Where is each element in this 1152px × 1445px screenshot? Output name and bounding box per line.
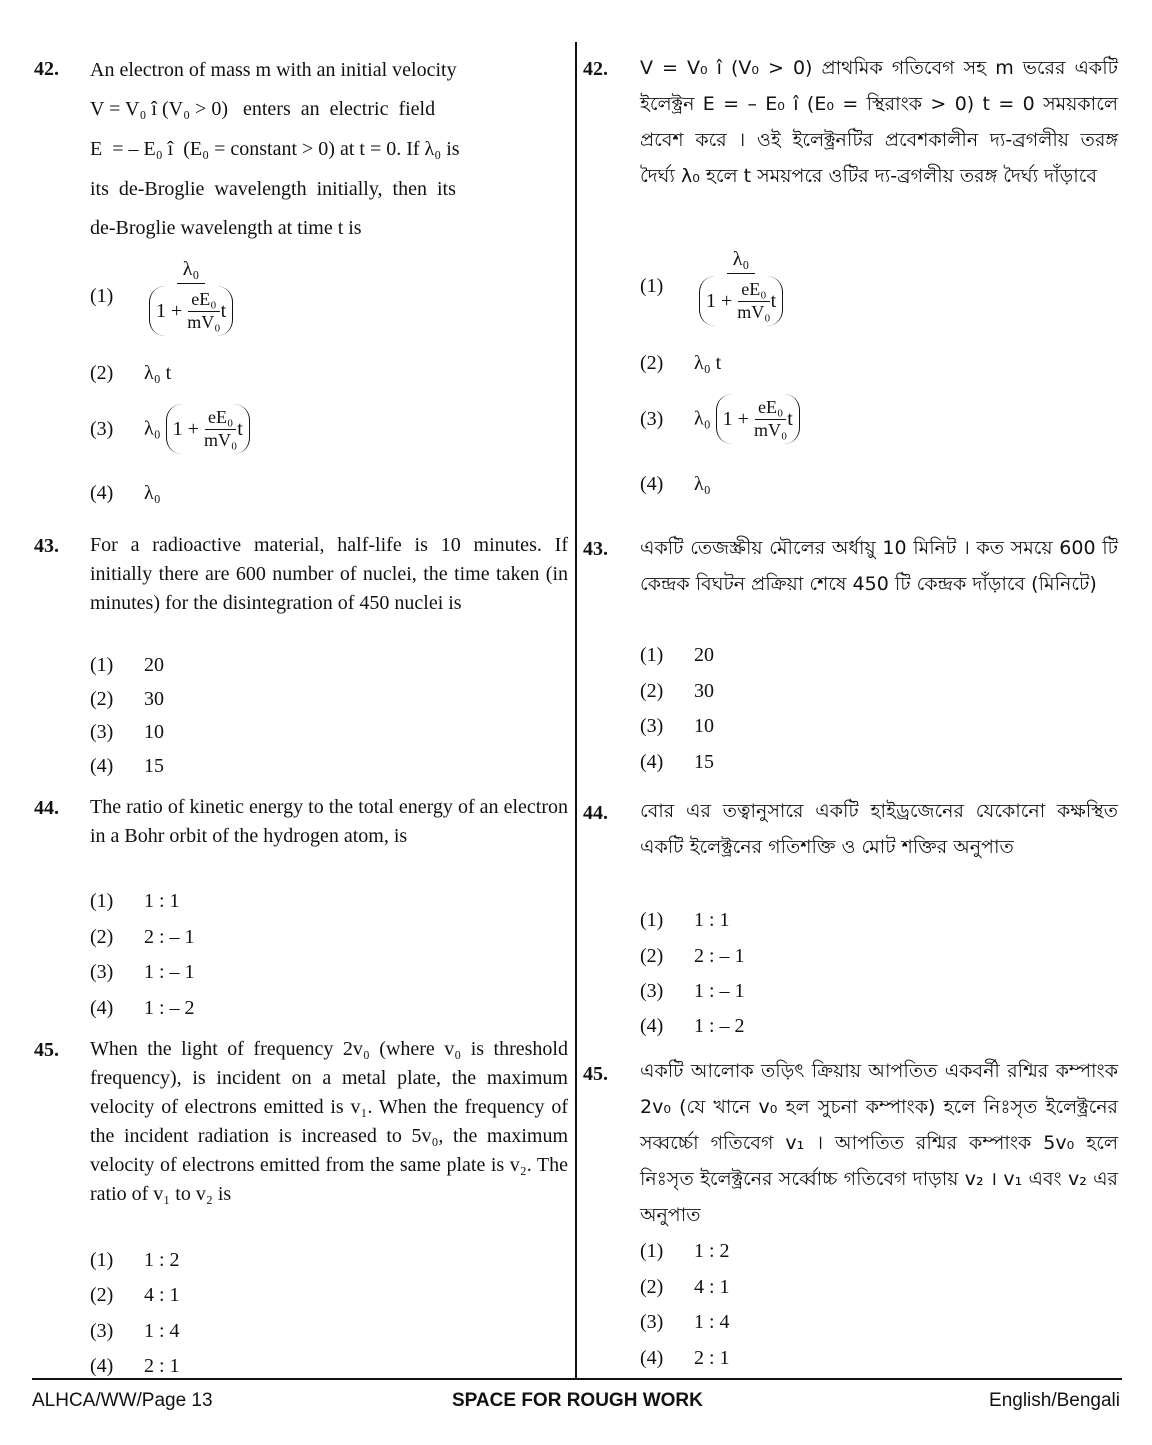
q43-option-2: (2) 30 (90, 688, 164, 710)
bn-q42-option-3: (3) λ₀ 1 + $\frac{\text{eE₀}}{\text{mV₀}}$ t (640, 394, 800, 444)
bn-q45-option-1: (1) 1 : 2 (640, 1240, 730, 1262)
q45-option-2: (2) 4 : 1 (90, 1284, 180, 1306)
bn-q44-option-1: (1) 1 : 1 (640, 909, 730, 931)
bn-q42-text: V = V₀ î (V₀ > 0) প্রাথমিক গতিবেগ সহ m ভরের একটি ইলেক্ট্রন E = – E₀ î (E₀ = স্থিরাংক > 0) t = 0 সময়কালে প্রবেশ করে । ওই ইলেক্ট্রনটির প্রবেশকালীন দ্য-ব্রগলীয় তরঙ্গ দৈর্ঘ্য λ₀ হলে t সময়পরে ওটির দ্য-ব্রগলীয় তরঙ্গ দৈর্ঘ্য দাঁড়াবে (640, 57, 1118, 187)
q44-text: The ratio of kinetic energy to the total energy of an electron in a Bohr orbit of the hydrogen atom, is (90, 796, 568, 847)
q45-text: When the light of frequency 2v₀ (where v₀ is threshold frequency), is incident on a metal plate, the maximum velocity of electrons emitted is v₁. When the frequency of the incident radiation is increased to 5v₀, the maximum velocity of electrons emitted from the same plate is v₂. The ratio of v₁ to v₂ is (90, 1038, 568, 1205)
q42-option-1: (1) λ₀ 1 + $\frac{\text{eE₀}}{\text{mV₀}}$ t (90, 258, 233, 336)
bn-q43-text: একটি তেজস্ক্রীয় মৌলের অর্ধায়ু 10 মিনিট । কত সময়ে 600 টি কেন্দ্রক বিঘটন প্রক্রিয়া শেষে 450 টি কেন্দ্রক দাঁড়াবে (মিনিটে) (640, 537, 1118, 595)
bn-q43-option-3: (3) 10 (640, 715, 714, 737)
q42-option-3: (3) λ₀ 1 + $\frac{\text{eE₀}}{\text{mV₀}}$ t (90, 404, 250, 454)
bn-q45-option-3: (3) 1 : 4 (640, 1311, 730, 1333)
q42-line1: An electron of mass m with an initial velocity (90, 59, 457, 81)
bn-q45-option-4: (4) 2 : 1 (640, 1347, 730, 1369)
bn-q44-option-4: (4) 1 : – 2 (640, 1015, 745, 1037)
footer-language: English/Bengali (989, 1390, 1120, 1411)
q43-text: For a radioactive material, half-life is 10 minutes. If initially there are 600 number of nuclei, the time taken (in minutes) for the disintegration of 450 nuclei is (90, 534, 568, 614)
q42-option-2: (2) λ₀ t (90, 362, 172, 384)
q44-option-3: (3) 1 : – 1 (90, 961, 195, 983)
bn-q45-number: 45. (583, 1063, 608, 1085)
q42-option-1-fraction: λ₀ 1 + $\frac{\text{eE₀}}{\text{mV₀}}$ t (149, 258, 233, 336)
q44-number: 44. (34, 797, 59, 819)
q45-number: 45. (34, 1039, 59, 1061)
q45-option-4: (4) 2 : 1 (90, 1355, 180, 1377)
footer-rough-work: SPACE FOR ROUGH WORK (452, 1390, 703, 1411)
q43-option-1: (1) 20 (90, 654, 164, 676)
q42-number: 42. (34, 58, 59, 80)
bn-q44-number: 44. (583, 802, 608, 824)
bn-q43-option-2: (2) 30 (640, 680, 714, 702)
bn-q44-option-3: (3) 1 : – 1 (640, 980, 745, 1002)
q43-number: 43. (34, 535, 59, 557)
q43-option-4: (4) 15 (90, 755, 164, 777)
q42-line2: V = V₀ î (V₀ > 0) enters an electric field (90, 98, 436, 120)
q44-option-2: (2) 2 : – 1 (90, 926, 195, 948)
q45-option-1: (1) 1 : 2 (90, 1249, 180, 1271)
bn-q42-option-4: (4) λ₀ (640, 473, 711, 495)
q45-option-3: (3) 1 : 4 (90, 1320, 180, 1342)
q44-option-1: (1) 1 : 1 (90, 890, 180, 912)
bn-q42-number: 42. (583, 58, 608, 80)
bn-q44-option-2: (2) 2 : – 1 (640, 945, 745, 967)
column-divider (575, 42, 577, 1378)
bn-q43-option-1: (1) 20 (640, 644, 714, 666)
q42-line4: its de-Broglie wavelength initially, then its (90, 178, 456, 200)
q42-option-4: (4) λ₀ (90, 482, 161, 504)
footer-page-code: ALHCA/WW/Page 13 (32, 1390, 213, 1411)
q44-option-4: (4) 1 : – 2 (90, 997, 195, 1019)
q43-option-3: (3) 10 (90, 721, 164, 743)
bn-q45-option-2: (2) 4 : 1 (640, 1276, 730, 1298)
q42-line3: E = – E₀ î (E₀ = constant > 0) at t = 0. If λ₀ is (90, 138, 460, 160)
bn-q42-option-2: (2) λ₀ t (640, 352, 722, 374)
q42-line5: de-Broglie wavelength at time t is (90, 217, 362, 239)
bn-q43-number: 43. (583, 538, 608, 560)
bn-q45-text: একটি আলোক তড়িৎ ক্রিয়ায় আপতিত একবর্নী রশ্মির কম্পাংক 2v₀ (যে খানে v₀ হল সুচনা কম্পাংক) হলে নিঃসৃত ইলেক্ট্রনের সব্বর্চ্চো গতিবেগ v₁ । আপতিত রশ্মির কম্পাংক 5v₀ হলে নিঃসৃত ইলেক্ট্রনের সর্ব্বোচ্চ গতিবেগ দাড়ায় v₂ । v₁ এবং v₂ এর অনুপাত (640, 1060, 1118, 1226)
bn-q44-text: বোর এর তত্বানুসারে একটি হাইড্রজেনের যেকোনো কক্ষস্থিত একটি ইলেক্ট্রনের গতিশক্তি ও মোট শক্তির অনুপাত (640, 800, 1118, 858)
footer-rule (32, 1378, 1122, 1380)
bn-q42-option-1: (1) λ₀ 1 + $\frac{\text{eE₀}}{\text{mV₀}}$ t (640, 248, 783, 326)
bn-q43-option-4: (4) 15 (640, 751, 714, 773)
